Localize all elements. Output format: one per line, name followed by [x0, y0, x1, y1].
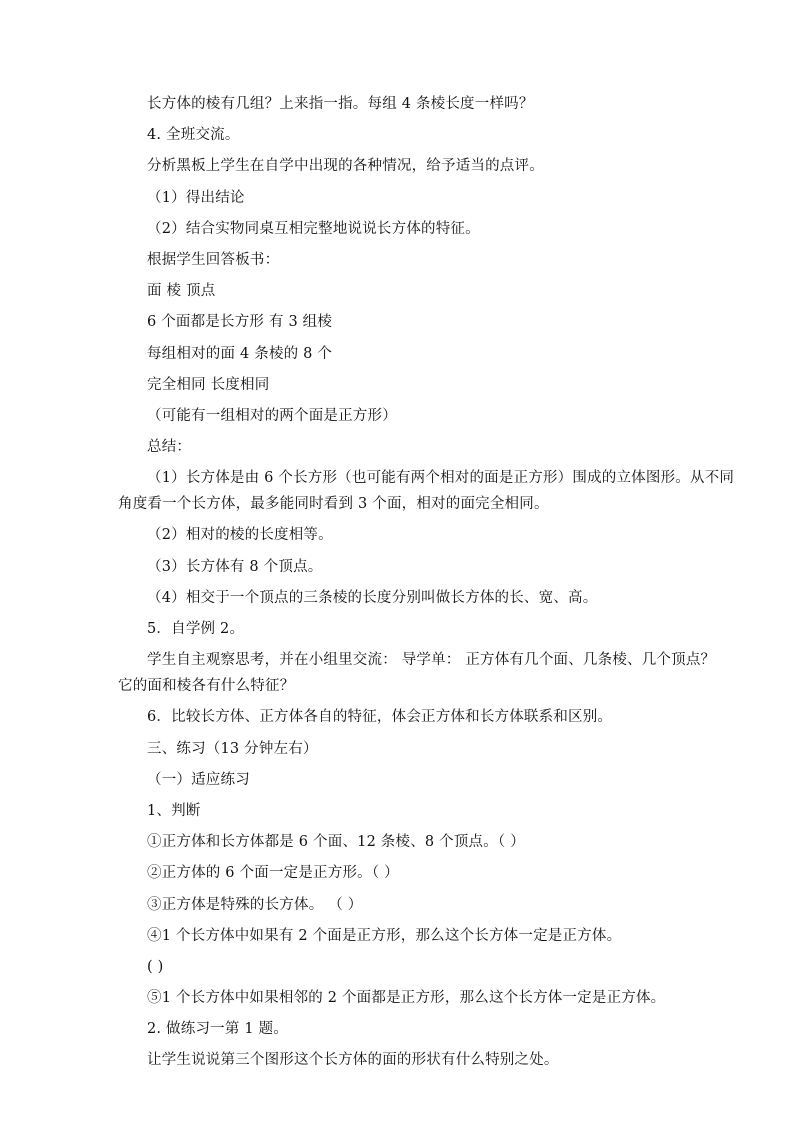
- paragraph: （1）长方体是由 6 个长方形（也可能有两个相对的面是正方形）围成的立体图形。从不同: [147, 470, 735, 487]
- paragraph: 分析黑板上学生在自学中出现的各种情况，给予适当的点评。: [147, 158, 544, 175]
- paragraph: （3）长方体有 8 个顶点。: [147, 558, 323, 575]
- paragraph: 6．比较长方体、正方体各自的特征，体会正方体和长方体联系和区别。: [147, 709, 613, 726]
- paragraph: 总结：: [147, 439, 192, 456]
- board-writing-line: 完全相同 长度相同: [147, 376, 270, 393]
- board-writing-line: 每组相对的面 4 条棱的 8 个: [147, 345, 333, 362]
- paragraph: 4. 全班交流。: [147, 127, 240, 144]
- paragraph: 学生自主观察思考，并在小组里交流： 导学单： 正方体有几个面、几条棱、几个顶点？: [147, 652, 716, 669]
- paragraph: 1、判断: [147, 802, 201, 819]
- paragraph: （2）结合实物同桌互相完整地说说长方体的特征。: [147, 220, 480, 237]
- exercise-item: ①正方体和长方体都是 6 个面、12 条棱、8 个顶点。（ ）: [147, 834, 525, 851]
- paragraph-continuation: 它的面和棱各有什么特征？: [118, 678, 295, 695]
- paragraph: （1）得出结论: [147, 189, 245, 206]
- subsection-heading: （一）适应练习: [147, 771, 250, 788]
- paragraph-continuation: 角度看一个长方体，最多能同时看到 3 个面，相对的面完全相同。: [118, 496, 549, 513]
- exercise-item: ⑤1 个长方体中如果相邻的 2 个面都是正方形，那么这个长方体一定是正方体。: [147, 990, 666, 1007]
- paragraph: 根据学生回答板书：: [147, 251, 280, 268]
- paragraph: （可能有一组相对的两个面是正方形）: [147, 407, 397, 424]
- paragraph: 2. 做练习一第 1 题。: [147, 1021, 288, 1038]
- paragraph: 让学生说说第三个图形这个长方体的面的形状有什么特别之处。: [147, 1052, 559, 1069]
- exercise-item: ( ): [147, 958, 164, 975]
- exercise-item: ③正方体是特殊的长方体。 （ ）: [147, 896, 363, 913]
- section-heading: 三、练习（13 分钟左右）: [147, 740, 318, 757]
- board-writing-line: 面 棱 顶点: [147, 283, 216, 300]
- exercise-item: ④1 个长方体中如果有 2 个面是正方形，那么这个长方体一定是正方体。: [147, 927, 622, 944]
- exercise-item: ②正方体的 6 个面一定是正方形。（ ）: [147, 865, 399, 882]
- paragraph: （4）相交于一个顶点的三条棱的长度分别叫做长方体的长、宽、高。: [147, 589, 598, 606]
- paragraph: 5．自学例 2。: [147, 621, 245, 637]
- paragraph: 长方体的棱有几组？上来指一指。每组 4 条棱长度一样吗？: [147, 96, 534, 112]
- document-body: [118, 94, 735, 1082]
- board-writing-line: 6 个面都是长方形 有 3 组棱: [147, 314, 333, 331]
- paragraph: （2）相对的棱的长度相等。: [147, 527, 333, 544]
